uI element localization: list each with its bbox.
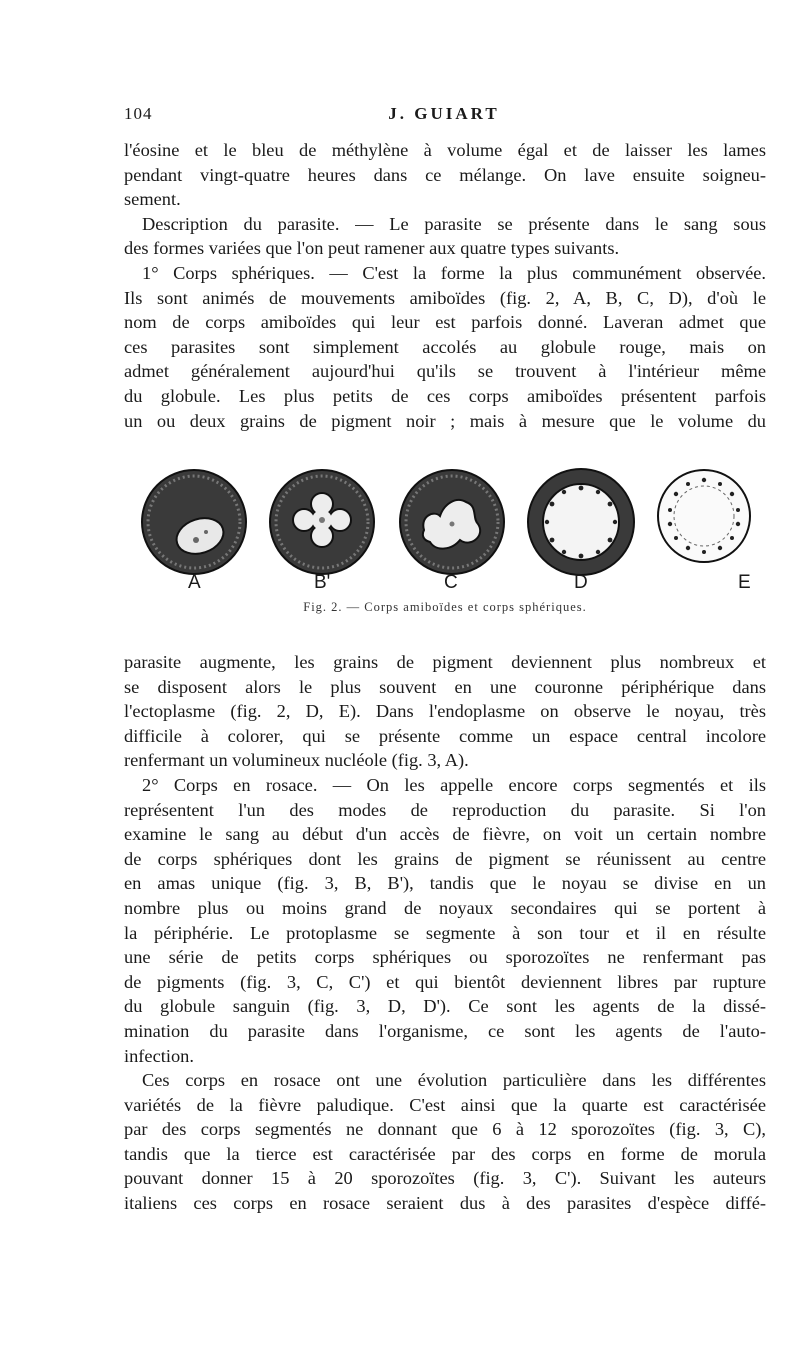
text-line: sement. (124, 189, 181, 210)
cell-d-illustration (522, 466, 640, 578)
page-header (124, 104, 764, 128)
figure-label-d: D (574, 572, 588, 593)
text-line: infection. (124, 1045, 194, 1066)
text-block-bottom (124, 650, 766, 1216)
text-line: ces parasites sont simplement accolés au globule rouge, mais on (124, 336, 766, 357)
text-line: des formes variées que l'on peut ramener aux quatre types suivants. (124, 238, 620, 259)
figure-label-c: C (444, 572, 458, 593)
figure-label-b: B' (314, 572, 331, 593)
text-line: mination du parasite dans l'organisme, ce sont les agents de l'auto- (124, 1020, 766, 1041)
text-line: pouvant donner 15 à 20 sporozoïtes (fig. 3, C'). Suivant les auteurs (124, 1168, 766, 1189)
text-line: par des corps segmentés ne donnant que 6 à 12 sporozoïtes (fig. 3, C), (124, 1119, 766, 1140)
text-line: difficile à colorer, qui se présente comme un espace central incolore (124, 725, 766, 746)
text-line: Ils sont animés de mouvements amiboïdes (fig. 2, A, B, C, D), d'où le (124, 287, 766, 308)
text-line: se disposent alors le plus souvent en une couronne périphérique dans (124, 676, 766, 697)
text-line: l'éosine et le bleu de méthylène à volume égal et de laisser les lames (124, 140, 766, 160)
text-line: l'ectoplasme (fig. 2, D, E). Dans l'endoplasme on observe le noyau, très (124, 701, 766, 722)
paragraph-start-line: Ces corps en rosace ont une évolution particulière dans les différentes (142, 1070, 766, 1091)
text-line: nom de corps amiboïdes qui leur est parfois donné. Laveran admet que (124, 312, 766, 333)
cell-c-illustration (394, 466, 510, 578)
subsection-line: 2° Corps en rosace. — On les appelle encore corps segmentés et ils (142, 774, 766, 795)
text-line: pendant vingt-quatre heures dans ce mélange. On lave ensuite soigneu- (124, 164, 766, 185)
text-line: en amas unique (fig. 3, B, B'), tandis que le noyau se divise en un (124, 873, 766, 894)
text-line: nombre plus ou moins grand de noyaux secondaires qui se portent à (124, 897, 766, 918)
text-line: admet généralement aujourd'hui qu'ils se trouvent à l'intérieur même (124, 361, 766, 382)
figure-label-a: A (188, 572, 201, 593)
text-line: de pigments (fig. 3, C, C') et qui bientôt deviennent libres par rupture (124, 971, 766, 992)
text-line: la périphérie. Le protoplasme se segmente à son tour et il en résulte (124, 922, 766, 943)
text-line: de corps sphériques dont les grains de pigment se réunissent au centre (124, 848, 766, 869)
page-number: 104 (124, 104, 153, 123)
text-block-top (124, 138, 766, 433)
text-line: tandis que la tierce est caractérisée par des corps en forme de morula (124, 1143, 766, 1164)
subsection-line: 1° Corps sphériques. — C'est la forme la plus communément observée. (142, 262, 766, 283)
text-line: un ou deux grains de pigment noir ; mais à mesure que le volume du (124, 410, 766, 431)
text-line: renfermant un volumineux nucléole (fig. 3, A). (124, 750, 469, 771)
running-head: J. GUIART (388, 104, 500, 123)
figure-caption: Fig. 2. — Corps amiboïdes et corps sphériques. (303, 600, 587, 614)
text-line: représentent l'un des modes de reproduction du parasite. Si l'on (124, 799, 766, 820)
cell-e-illustration (654, 466, 754, 566)
text-line: une série de petits corps sphériques ou sporozoïtes ne renfermant pas (124, 947, 766, 968)
cell-a-illustration (136, 466, 252, 578)
text-line: examine le sang au début d'un accès de fièvre, on voit un certain nombre (124, 824, 766, 845)
cell-b-illustration (264, 466, 380, 578)
text-line: variétés de la fièvre paludique. C'est ainsi que la quarte est caractérisée (124, 1094, 766, 1115)
figure-label-e: E (738, 572, 751, 593)
text-line: du globule. Les plus petits de ces corps amiboïdes présentent parfois (124, 385, 766, 406)
text-line: italiens ces corps en rosace seraient dus à des parasites d'espèce diffé- (124, 1193, 766, 1214)
text-line: du globule sanguin (fig. 3, D, D'). Ce sont les agents de la dissé- (124, 996, 766, 1017)
section-heading-line: Description du parasite. — Le parasite se présente dans le sang sous (142, 213, 766, 234)
text-line: parasite augmente, les grains de pigment deviennent plus nombreux et (124, 652, 766, 672)
